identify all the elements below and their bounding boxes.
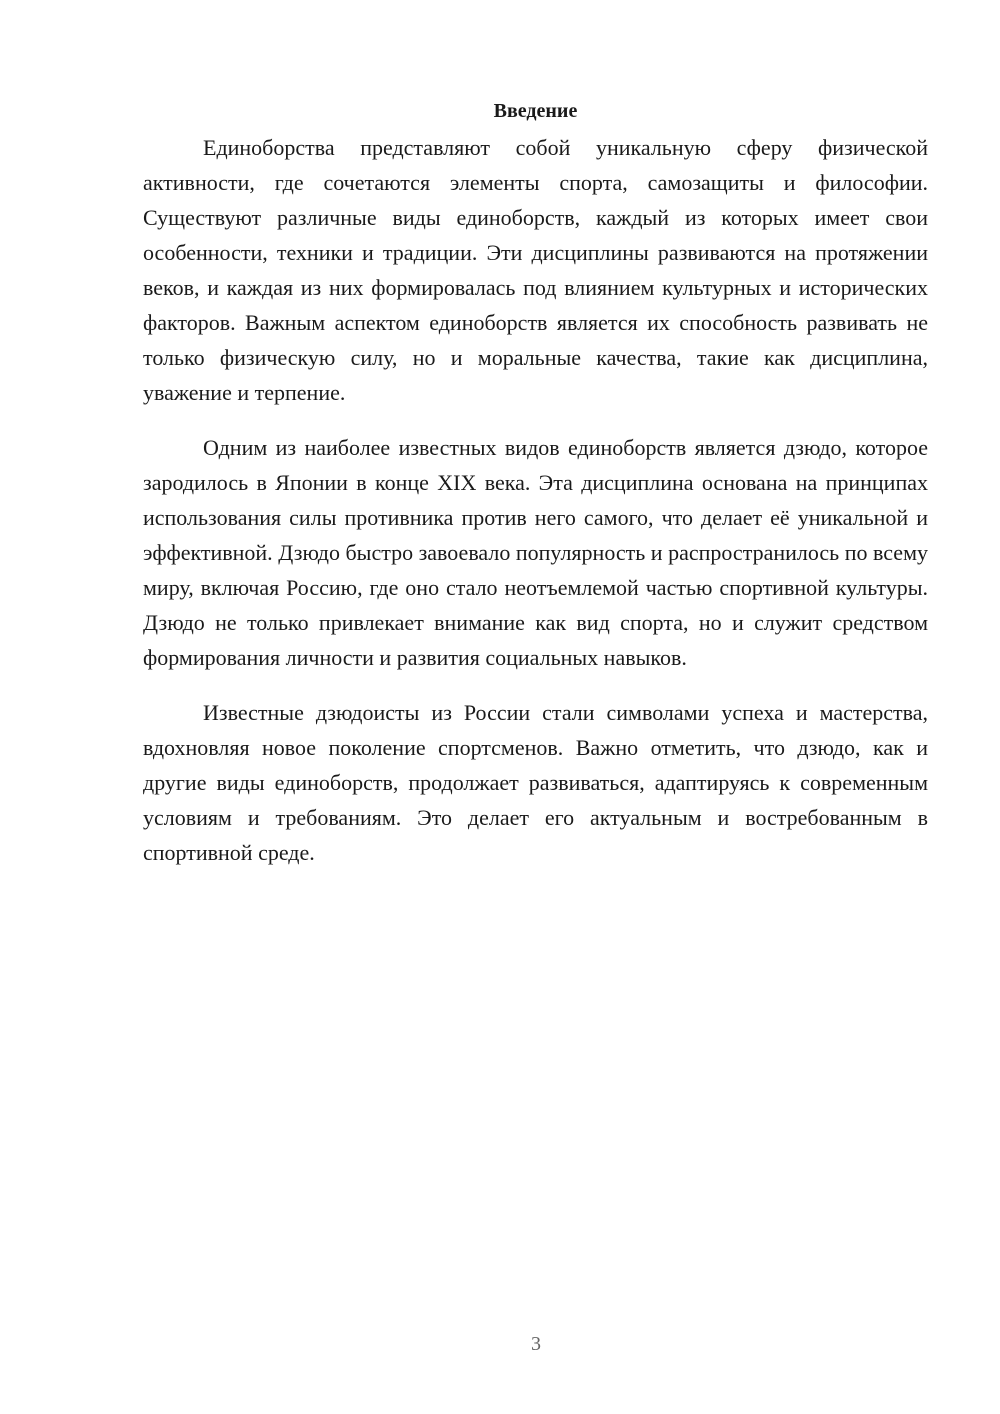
page-number: 3 xyxy=(531,1333,541,1355)
paragraph-2: Одним из наиболее известных видов единоборств является дзюдо, которое зародилось в Японии в конце XIX века. Эта дисциплина основана на принципах использования силы противника против него самого, что делает её уникальной и эффективной. Дзюдо быстро завоевало популярность и распространилось по всему миру, включая Россию, где оно стало неотъемлемой частью спортивной культуры. Дзюдо не только привлекает внимание как вид спорта, но и служит средством формирования личности и развития социальных навыков. xyxy=(143,435,928,670)
paragraph-3: Известные дзюдоисты из России стали символами успеха и мастерства, вдохновляя новое поколение спортсменов. Важно отметить, что дзюдо, как и другие виды единоборств, продолжает развиваться, адаптируясь к современным условиям и требованиям. Это делает его актуальным и востребованным в спортивной среде. xyxy=(143,700,928,865)
page-content xyxy=(143,92,928,890)
section-heading: Введение xyxy=(493,100,578,122)
paragraph-1: Единоборства представляют собой уникальную сферу физической активности, где сочетаются элементы спорта, самозащиты и философии. Существуют различные виды единоборств, каждый из которых имеет свои особенности, техники и традиции. Эти дисциплины развиваются на протяжении веков, и каждая из них формировалась под влиянием культурных и исторических факторов. Важным аспектом единоборств является их способность развивать не только физическую силу, но и моральные качества, такие как дисциплина, уважение и терпение. xyxy=(143,135,928,405)
